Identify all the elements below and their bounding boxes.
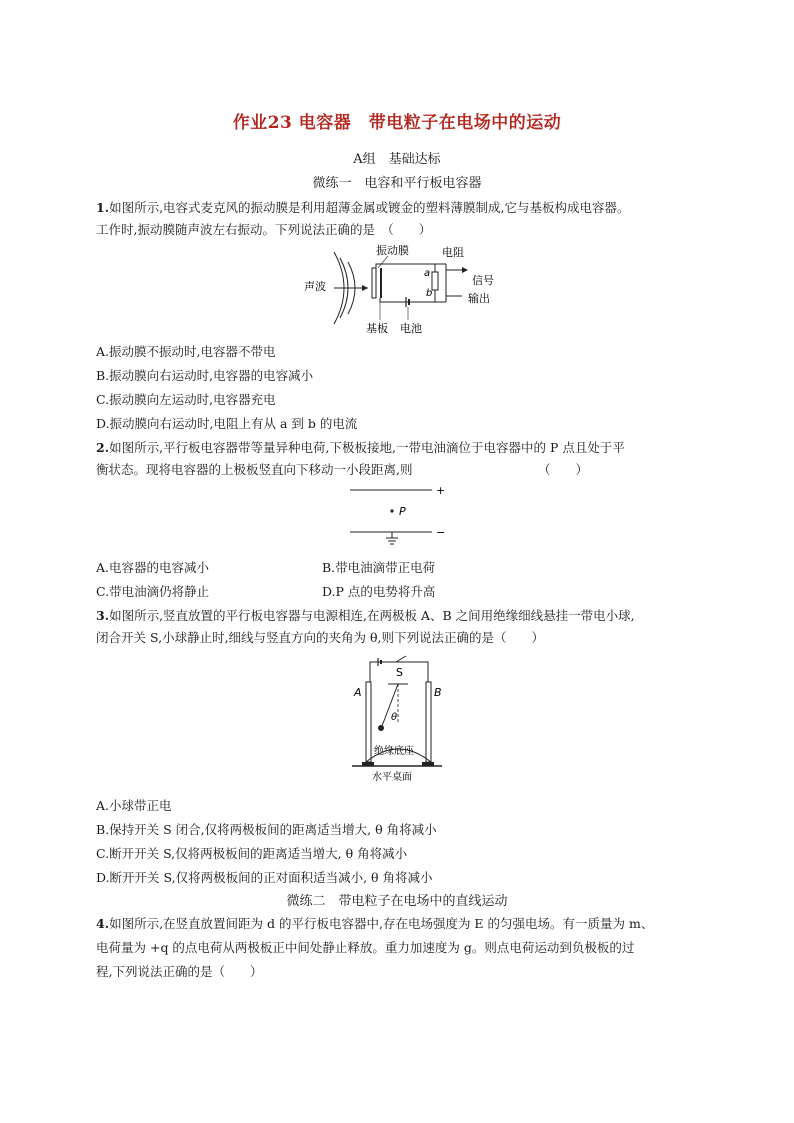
plate-b-label: B — [434, 686, 442, 699]
q3-line1 — [96, 606, 635, 624]
oil-drop — [390, 509, 393, 512]
signal-label: 信号 — [472, 274, 494, 287]
switch-label: S — [396, 666, 403, 679]
q4-number: 4. — [96, 916, 110, 931]
plate-b — [426, 682, 431, 762]
q2-line2: 衡状态。现将电容器的上极板竖直向下移动一小段距离,则 — [96, 462, 413, 477]
q2-answer-paren: （ ） — [538, 462, 589, 477]
table-label: 水平桌面 — [372, 772, 412, 783]
parallel-plate-diagram — [346, 480, 456, 552]
resistor-label: 电阻 — [442, 246, 464, 259]
q3-option-c: C.断开开关 S,仅将两极板间的距离适当增大, θ 角将减小 — [96, 846, 408, 861]
q2-option-a: A.电容器的电容减小 — [96, 560, 210, 575]
q1-line2: 工作时,振动膜随声波左右振动。下列说法正确的是 （ ） — [96, 222, 432, 237]
battery-label: 电池 — [400, 322, 422, 335]
q3-number: 3. — [96, 608, 110, 623]
q2-line1 — [96, 438, 625, 456]
q2-option-c: C.带电油滴仍将静止 — [96, 584, 210, 599]
bottom-wire — [380, 298, 446, 302]
charged-ball — [378, 725, 384, 731]
q4-line1 — [96, 914, 653, 932]
foot-left — [362, 762, 374, 766]
membrane-plate — [372, 268, 376, 298]
microphone-diagram — [296, 240, 516, 336]
q2-number: 2. — [96, 440, 110, 455]
point-a-label: a — [424, 268, 431, 279]
q3-text-1: 如图所示,竖直放置的平行板电容器与电源相连,在两极板 A、B 之间用绝缘细线悬挂一带电小球, — [109, 608, 635, 623]
q2-option-b: B.带电油滴带正电荷 — [322, 560, 436, 575]
q3-option-d: D.断开开关 S,仅将两极板间的正对面积适当减小, θ 角将减小 — [96, 870, 433, 885]
q1-option-d: D.振动膜向右运动时,电阻上有从 a 到 b 的电流 — [96, 416, 358, 431]
q1-text-1: 如图所示,电容式麦克风的振动膜是利用超薄金属或镀金的塑料薄膜制成,它与基板构成电容器。 — [109, 200, 630, 215]
section-heading-2: 微练二 带电粒子在电场中的直线运动 — [286, 894, 508, 909]
q4-text-1: 如图所示,在竖直放置间距为 d 的平行板电容器中,存在电场强度为 E 的匀强电场。有一质量为 m、 — [109, 916, 654, 931]
membrane-label: 振动膜 — [376, 244, 409, 257]
theta-label: θ — [391, 712, 398, 723]
q1-option-b: B.振动膜向右运动时,电容器的电容减小 — [96, 368, 314, 383]
q3-line2: 闭合开关 S,小球静止时,细线与竖直方向的夹角为 θ,则下列说法正确的是（ ） — [96, 630, 545, 645]
plate-a-label: A — [354, 686, 362, 699]
group-heading: A组 基础达标 — [353, 152, 441, 167]
base-label: 基板 — [366, 322, 388, 335]
minus-sign: − — [436, 526, 446, 539]
q2-text-1: 如图所示,平行板电容器带等量异种电荷,下极板接地,一带电油滴位于电容器中的 P 点且处于平 — [109, 440, 625, 455]
point-p-label: P — [399, 505, 406, 518]
foot-right — [422, 762, 434, 766]
q1-line1 — [96, 198, 630, 216]
q1-number: 1. — [96, 200, 110, 215]
q1-option-c: C.振动膜向左运动时,电容器充电 — [96, 392, 276, 407]
plate-a — [366, 682, 371, 762]
plus-sign: + — [436, 484, 446, 497]
sound-label: 声波 — [304, 280, 326, 293]
section-heading-1: 微练一 电容和平行板电容器 — [312, 176, 482, 191]
q1-option-a: A.振动膜不振动时,电容器不带电 — [96, 344, 276, 359]
q3-option-b: B.保持开关 S 闭合,仅将两极板间的距离适当增大, θ 角将减小 — [96, 822, 437, 837]
base-plate — [380, 268, 382, 298]
q2-option-d: D.P 点的电势将升高 — [322, 584, 436, 599]
signal-arrowhead — [462, 267, 468, 273]
q4-line2: 电荷量为 +q 的点电荷从两极板正中间处静止释放。重力加速度为 g。则点电荷运动到负极板的过 — [96, 940, 635, 955]
q4-line3: 程,下列说法正确的是（ ） — [96, 964, 263, 979]
membrane-pointer — [378, 256, 388, 268]
page-title: 作业23 电容器 带电粒子在电场中的运动 — [232, 113, 562, 133]
point-b-label: b — [426, 288, 433, 299]
switch-blade — [396, 656, 406, 662]
sound-arrowhead — [362, 285, 368, 291]
q3-option-a: A.小球带正电 — [96, 798, 172, 813]
resistor — [432, 272, 438, 290]
base-label: 绝缘底座 — [374, 746, 414, 757]
output-label: 输出 — [468, 292, 490, 305]
pendulum-capacitor-diagram — [346, 650, 446, 788]
